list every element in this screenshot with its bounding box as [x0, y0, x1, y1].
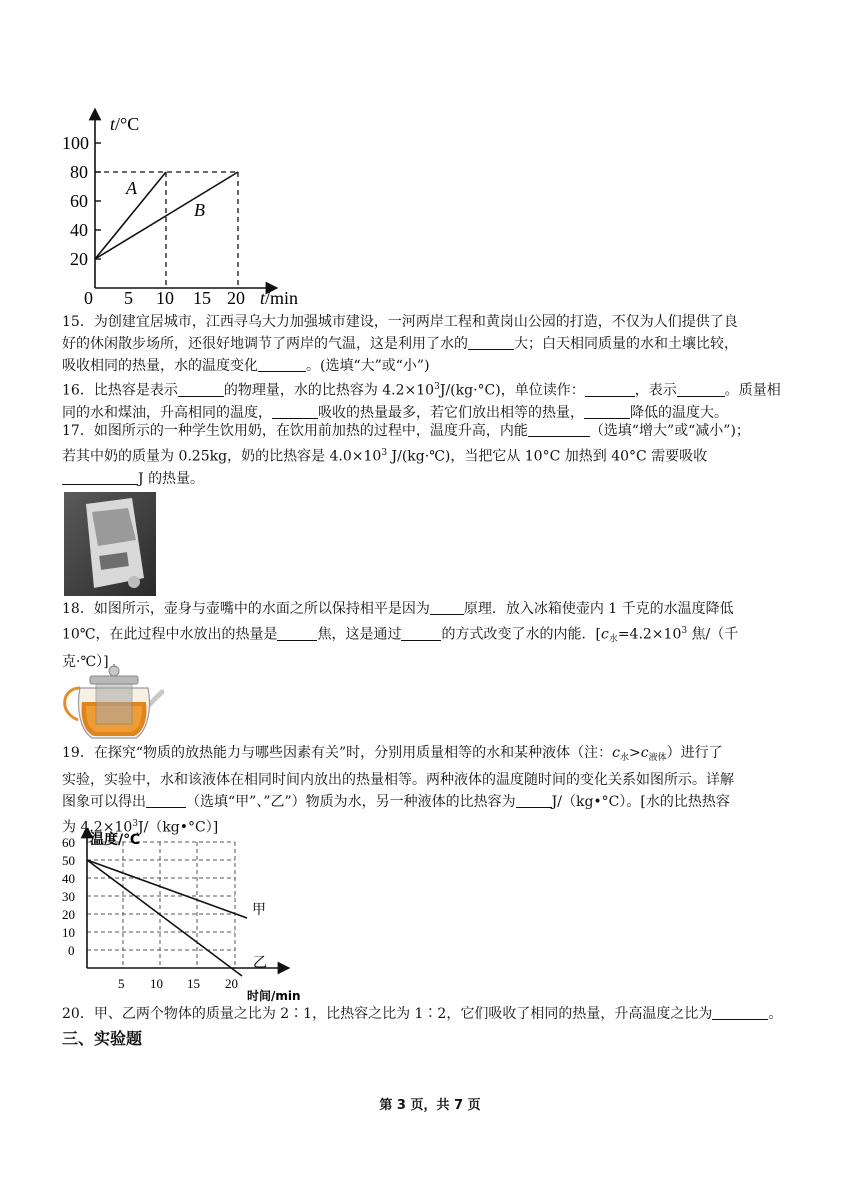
- q17-blank-1[interactable]: [528, 422, 590, 437]
- x-axis-label-t: t: [260, 288, 266, 308]
- q17-sup: 3: [381, 448, 388, 458]
- q16-line2a: 同的水和煤油，升高相同的温度，: [62, 404, 272, 421]
- q18-blank-1[interactable]: [430, 600, 464, 615]
- cooling-y-tick-10: 10: [62, 925, 75, 940]
- q18-line2b: 焦，这是通过: [317, 626, 402, 643]
- q19-line3b: （选填“甲”、”乙”）物质为水，另一种液体的比热容为: [186, 794, 516, 810]
- y-tick-80: 80: [70, 162, 88, 182]
- q15-line1: 15．为创建宜居城市，江西寻乌大力加强城市建设，一河两岸工程和黄岗山公园的打造，不仅为人们提供了良: [62, 314, 738, 330]
- q17-line2a: 若其中奶的质量为 0.25kg，奶的比热容是 4.0×10: [62, 448, 382, 465]
- q19-sup: 3: [132, 819, 138, 829]
- q16-sup: 3: [434, 382, 440, 392]
- q19-line1a: 19．在探究“物质的放热能力与哪些因素有关”时，分别用质量相等的水和某种液体（注：: [62, 745, 613, 761]
- q16-blank-4[interactable]: [272, 404, 318, 419]
- svg-text:t/°C: [110, 114, 139, 134]
- y-tick-100: 100: [62, 133, 89, 153]
- q15-line2b: 大；白天相同质量的水和土壤比较，: [514, 336, 738, 352]
- page-footer: 第 3 页，共 7 页: [379, 1098, 481, 1113]
- q16-blank-2[interactable]: [585, 382, 635, 397]
- x-tick-10: 10: [156, 288, 174, 308]
- y-tick-40: 40: [70, 220, 88, 240]
- q17-line3: J 的热量。: [138, 470, 205, 487]
- x-axis-label-unit: /min: [265, 288, 299, 308]
- q16-line1a: 16．比热容是表示: [62, 382, 178, 399]
- q19-sub1: 水: [619, 753, 629, 763]
- q18-c: c: [600, 626, 609, 643]
- q17-blank-2[interactable]: [62, 470, 138, 485]
- q16-line1d: ，表示: [634, 382, 677, 399]
- q18-blank-3[interactable]: [401, 626, 441, 641]
- y-axis-label-t: t: [110, 114, 116, 134]
- q18-blank-2[interactable]: [277, 626, 317, 641]
- line-yi-label: 乙: [253, 955, 267, 971]
- q15-blank-1[interactable]: [468, 335, 514, 350]
- q20-end: 。: [768, 1006, 783, 1022]
- q18-line2e: 焦/（千: [687, 626, 739, 643]
- x-tick-0: 0: [84, 288, 93, 308]
- q19-c1: c: [612, 745, 620, 761]
- line-b-label: B: [194, 200, 205, 220]
- cooling-y-tick-30: 30: [62, 889, 75, 904]
- question-15: [62, 311, 842, 377]
- q19-c2: c: [640, 745, 649, 761]
- q16-line2c: 降低的温度大。: [630, 404, 728, 421]
- x-tick-20: 20: [227, 288, 245, 308]
- q16-line1c: J/(kg·°C)，单位读作：: [439, 382, 585, 399]
- line-a-label: A: [126, 178, 137, 198]
- cooling-y-tick-0: 0: [68, 943, 75, 958]
- q18-line2a: 10℃，在此过程中水放出的热量是: [62, 626, 278, 643]
- cooling-x-tick-20: 20: [225, 976, 238, 991]
- question-16: [62, 376, 842, 424]
- q18-line2d: =4.2×10: [617, 626, 682, 643]
- x-tick-15: 15: [193, 288, 211, 308]
- q19-blank-1[interactable]: [146, 793, 186, 808]
- q17-line1a: 17．如图所示的一种学生饮用奶，在饮用前加热的过程中，温度升高，内能: [62, 423, 528, 439]
- q20-text: 20．甲、乙两个物体的质量之比为 2∶1，比热容之比为 1∶2，它们吸收了相同的热量，升高温度之比为: [62, 1006, 713, 1022]
- line-jia: [87, 860, 247, 918]
- q20-blank[interactable]: [712, 1005, 768, 1020]
- q18-sub: 水: [608, 634, 618, 645]
- cooling-x-tick-5: 5: [118, 976, 125, 991]
- q19-sub2: 液体: [648, 753, 667, 763]
- q17-line2b: J/(kg·℃)，当把它从 10°C 加热到 40°C 需要吸收: [387, 448, 708, 465]
- q19-line3a: 图象可以得出: [62, 794, 146, 810]
- cooling-y-tick-20: 20: [62, 907, 75, 922]
- svg-text:t/min: [260, 288, 298, 308]
- q19-gt: >: [629, 745, 641, 761]
- q18-line3: 克·℃）]: [62, 653, 109, 670]
- q18-line2c: 的方式改变了水的内能．[: [441, 626, 601, 643]
- q17-line1b: （选填“增大”或“减小”)；: [589, 423, 750, 439]
- q15-line3a: 吸收相同的热量，水的温度变化: [62, 358, 258, 374]
- q16-blank-5[interactable]: [584, 404, 630, 419]
- q19-line4b: J/（kg•°C）]: [138, 819, 219, 836]
- q16-line1e: 。质量相: [724, 382, 781, 399]
- cooling-x-tick-10: 10: [150, 976, 163, 991]
- q18-line1: 18．如图所示，壶身与壶嘴中的水面之所以保持相平是因为: [62, 601, 430, 617]
- line-jia-label: 甲: [252, 902, 266, 918]
- line-yi: [87, 860, 242, 976]
- question-18: [62, 598, 842, 673]
- q18-sup: 3: [681, 626, 688, 636]
- cooling-x-label: 时间/min: [247, 989, 301, 1003]
- question-19: [62, 742, 852, 839]
- q19-line1b: ）进行了: [666, 745, 723, 761]
- y-tick-20: 20: [70, 249, 88, 269]
- cooling-y-tick-50: 50: [62, 853, 75, 868]
- q19-blank-2[interactable]: [516, 793, 552, 808]
- milk-packet-photo: [64, 492, 156, 596]
- teapot-picture: [60, 662, 164, 742]
- q16-line1b: 的物理量，水的比热容为 4.2×10: [223, 382, 435, 399]
- q19-line3c: J/（kg•°C）。[水的比热热容: [551, 794, 730, 810]
- q16-blank-3[interactable]: [677, 382, 725, 397]
- x-tick-5: 5: [124, 288, 133, 308]
- q16-line2b: 吸收的热量最多，若它们放出相等的热量，: [318, 404, 584, 421]
- question-17: [62, 420, 852, 490]
- q19-line4a: 为 4.2×10: [62, 819, 133, 836]
- q19-line2: 实验，实验中，水和该液体在相同时间内放出的热量相等。两种液体的温度随时间的变化关系如图所示。详解: [62, 772, 734, 788]
- cooling-graph: [60, 828, 320, 1008]
- y-tick-60: 60: [70, 191, 88, 211]
- q15-blank-2[interactable]: [258, 357, 306, 372]
- cooling-y-tick-40: 40: [62, 871, 75, 886]
- temperature-time-graph-ab: [60, 108, 320, 308]
- cooling-y-label: 温度/℃: [90, 832, 141, 848]
- q15-line3b: 。(选填“大”或“小”): [306, 358, 430, 374]
- cooling-x-tick-15: 15: [187, 976, 200, 991]
- y-axis-label-unit: /°C: [115, 114, 140, 134]
- q15-line2a: 好的休闲散步场所，还很好地调节了两岸的气温，这是利用了水的: [62, 336, 468, 352]
- question-20: [62, 1003, 852, 1025]
- q18-line1b: 原理．放入冰箱使壶内 1 千克的水温度降低: [463, 601, 734, 617]
- q16-blank-1[interactable]: [178, 382, 224, 397]
- section-title: 三、实验题: [62, 1029, 143, 1048]
- cooling-y-tick-60: 60: [62, 835, 75, 850]
